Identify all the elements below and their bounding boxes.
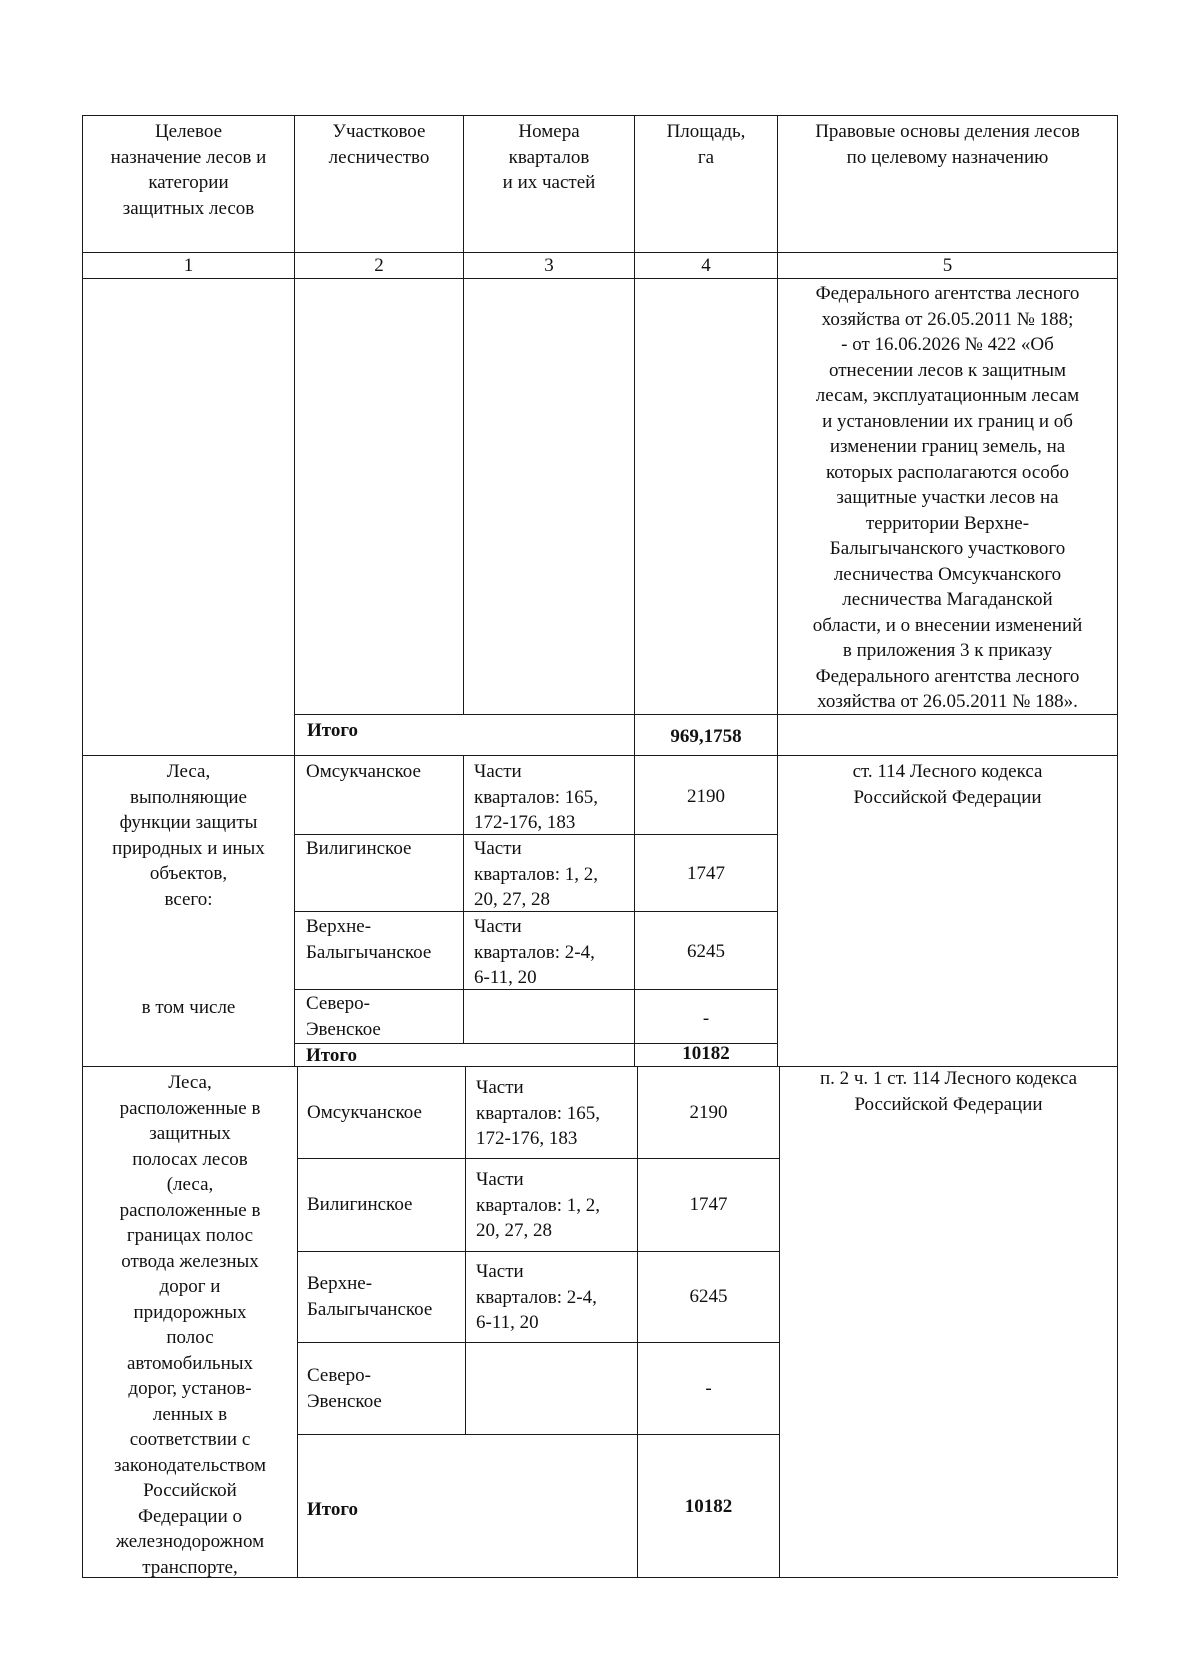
section1-row2-forestry: Вилигинское [306, 838, 412, 859]
section2-row2-quarters: Части кварталов: 1, 2, 20, 27, 28 [476, 1169, 601, 1241]
header-forestry: Участковое лесничество [328, 121, 430, 168]
section2-row1-bottom [297, 1158, 780, 1159]
section1-row4-area: - [702, 1008, 710, 1029]
header-legal-basis: Правовые основы деления лесов по целевому назначению [815, 121, 1080, 168]
header-quarters: Номера кварталов и их частей [502, 121, 596, 193]
col-divider-3 [634, 115, 635, 755]
section1-row1-quarters: Части кварталов: 165, 172-176, 183 [474, 761, 599, 833]
section2-row2-forestry: Вилигинское [307, 1194, 413, 1215]
section1-row2-quarters: Части кварталов: 1, 2, 20, 27, 28 [474, 838, 599, 910]
section2-row3-forestry: Верхне- Балыгычанское [307, 1273, 433, 1320]
section1-row3-quarters: Части кварталов: 2-4, 6-11, 20 [474, 916, 595, 988]
section2-row2-area: 1747 [689, 1194, 728, 1215]
section2-row1-forestry: Омсукчанское [307, 1102, 422, 1123]
col-divider-4-s2 [779, 1066, 780, 1578]
section2-total-label: Итого [307, 1499, 359, 1520]
section2-row4-forestry: Северо- Эвенское [307, 1365, 382, 1412]
section2-row2-bottom [297, 1251, 780, 1252]
header-purpose: Целевое назначение лесов и категории защитных лесов [110, 121, 267, 219]
section2-row1-area: 2190 [689, 1102, 728, 1123]
section2-legal-text: п. 2 ч. 1 ст. 114 Лесного кодекса Российской Федерации [819, 1068, 1078, 1115]
section2-row4-area: - [705, 1378, 712, 1399]
section2-title: Леса, расположенные в защитных полосах лесов (леса, расположенные в границах полос отвода железных дорог и придорожных полос автомобильных дорог, установ- ленных в соответствии с законодательством Российской Федерации о железнодорожном транспорте, [113, 1072, 267, 1578]
col-divider-2 [463, 115, 464, 715]
col-number-1: 1 [183, 255, 194, 276]
col-divider-2-s2 [465, 1066, 466, 1434]
section1-subtitle: в том числе [141, 997, 236, 1018]
section2-row3-area: 6245 [689, 1286, 728, 1307]
col-divider-1-s2 [297, 1066, 298, 1578]
section1-top-rule [82, 755, 1118, 756]
section1-row3-forestry: Верхне- Балыгычанское [306, 916, 432, 963]
section1-row1-forestry: Омсукчанское [306, 761, 421, 782]
section1-row1-area: 2190 [687, 786, 725, 807]
section1-total-value: 10182 [682, 1043, 730, 1064]
table-border-right [1117, 115, 1118, 1576]
continuation-total-label: Итого [307, 720, 359, 741]
section2-row3-bottom [297, 1342, 780, 1343]
col-number-4: 4 [701, 255, 711, 276]
section2-total-value: 10182 [684, 1496, 733, 1517]
section1-total-label: Итого [306, 1045, 358, 1066]
col-number-5: 5 [942, 255, 953, 276]
section1-row2-area: 1747 [687, 863, 725, 884]
continuation-total-value: 969,1758 [670, 726, 742, 747]
section2-row1-quarters: Части кварталов: 165, 172-176, 183 [476, 1077, 601, 1149]
col-divider-1 [294, 115, 295, 755]
col-number-3: 3 [544, 255, 554, 276]
continuation-legal-text: Федерального агентства лесного хозяйства от 26.05.2011 № 188; - от 16.06.2026 № 422 «Об отнесении лесов к защитным лесам, эксплуатационным лесам и установлении их границ и об изменении границ земель, на которых располагаются особо защитные участки лесов на территории Верхне- Балыгычанского участкового лесничества Омсукчанского лесничества Магаданской области, и о внесении изменений в приложения 3 к приказу Федерального агентства лесного хозяйства от 26.05.2011 № 188». [812, 283, 1083, 712]
section2-row4-bottom [297, 1434, 780, 1435]
col-divider-2-s1 [463, 755, 464, 1043]
section1-legal-text: ст. 114 Лесного кодекса Российской Федерации [852, 761, 1043, 808]
section2-row3-quarters: Части кварталов: 2-4, 6-11, 20 [476, 1261, 597, 1333]
section1-row3-area: 6245 [687, 941, 725, 962]
section1-row4-forestry: Северо- Эвенское [306, 993, 381, 1040]
section1-title: Леса, выполняющие функции защиты природных и иных объектов, всего: [112, 761, 265, 910]
table-border-top [82, 115, 1118, 116]
header-area: Площадь, га [666, 121, 746, 168]
col-number-2: 2 [374, 255, 384, 276]
